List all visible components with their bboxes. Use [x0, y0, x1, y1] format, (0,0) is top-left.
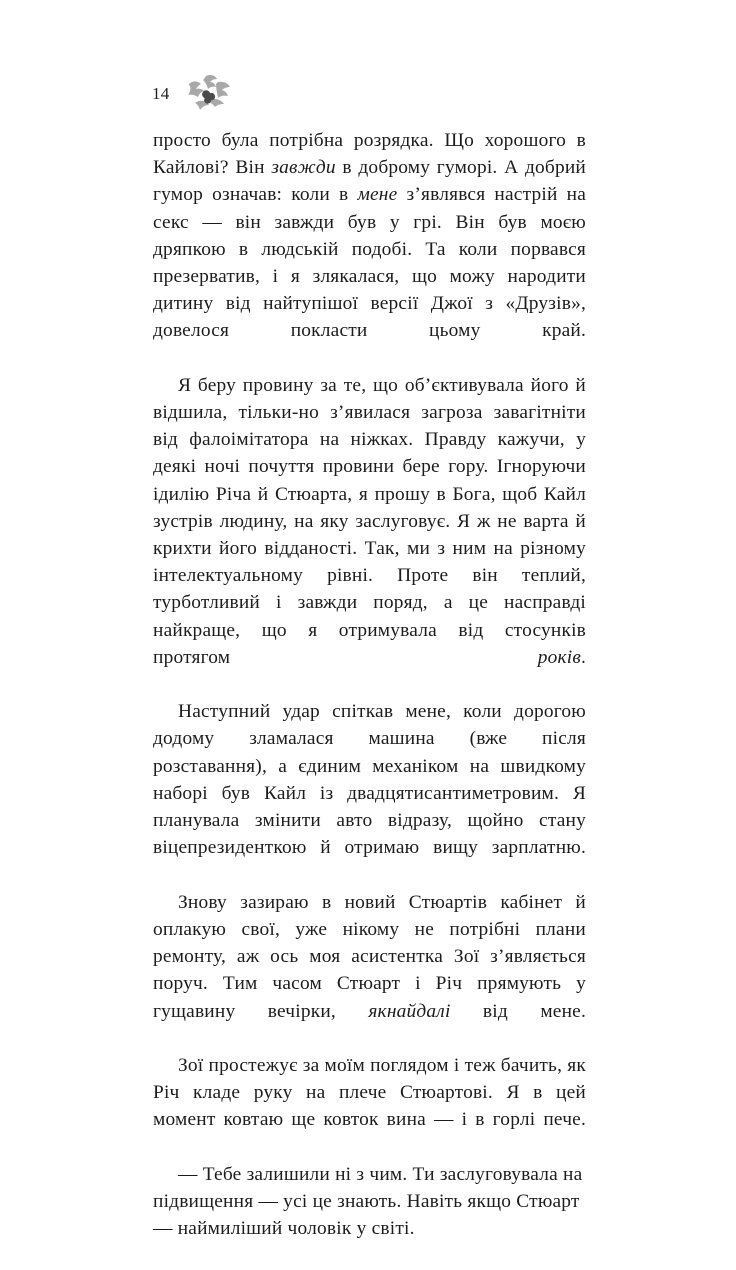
paragraph: Я беру провину за те, що об’єктивувала його й відшила, тільки-но з’явилася загроза завагітніти від фалоімітатора на ніжках. Правду кажучи, у деякі ночі почуття провини бере гору. Ігноруючи ідилію Річа й Стюарта, я прошу в Бога, щоб Кайл зустрів людину, на яку заслуговує. Я ж не варта й крихти його відданості. Так, ми з ним на різному інтелектуальному рівні. Проте він теплий, турботливий і завжди поряд, а це насправді найкраще, що я отримувала від стосунків протягом років. — [153, 374, 586, 668]
emphasis-text: років — [537, 646, 581, 668]
running-head — [152, 72, 235, 114]
emphasis-text: мене — [357, 184, 398, 206]
paragraph: Наступний удар спіткав мене, коли дорогою додому зламалася машина (вже після розставання), а єдиним механіком на швидкому наборі був Кайл із двадцятисантиметровим. Я планувала змінити авто відразу, щойно стану віцепрезиденткою й отримаю вищу зарплатню. — [153, 701, 586, 859]
body-text — [153, 127, 586, 1270]
emphasis-text: завжди — [271, 157, 336, 179]
paragraph: Зої простежує за моїм поглядом і теж бачить, як Річ кладе руку на плече Стюартові. Я в цей момент ковтаю ще ковток вина — і в горлі пече. — [153, 1054, 587, 1131]
paragraph: Знову зазираю в новий Стюартів кабінет й оплакую свої, уже нікому не потрібні плани ремонту, аж ось моя асистентка Зої з’являється поруч. Тим часом Стюарт і Річ прямують у гущавину вечірки, якнайдалі від мене. — [153, 891, 586, 1022]
page-number: 14 — [152, 83, 170, 103]
holly-sprig-icon — [183, 71, 235, 115]
emphasis-text: якнайдалі — [368, 1000, 451, 1022]
paragraph: — Тебе залишили ні з чим. Ти заслуговувала на підвищення — усі це знають. Навіть якщо Стюарт — наймиліший чоловік у світі. — [153, 1163, 583, 1240]
paragraph: просто була потрібна розрядка. Що хорошого в Кайлові? Він завжди в доброму гуморі. А добрий гумор означав: коли в мене з’являвся настрій на секс — він завжди був у грі. Він був моєю дряпкою в людській подобі. Та коли порвався презерватив, і я злякалася, що можу народити дитину від найтупішої версії Джої з «Друзів», довелося покласти цьому край. — [153, 130, 587, 342]
